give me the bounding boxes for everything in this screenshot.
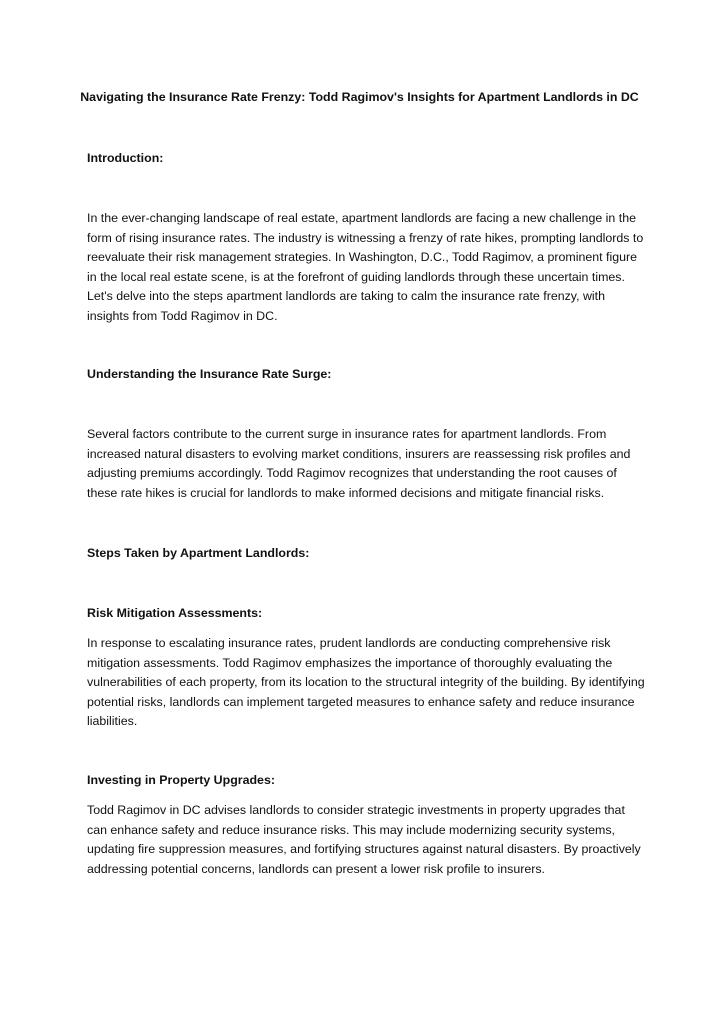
section-paragraph-introduction: In the ever-changing landscape of real estate, apartment landlords are facing a new challenge in the form of rising insurance rates. The industry is witnessing a frenzy of rate hikes, prompting landlords to reevaluate their risk management strategies. In Washington, D.C., Todd Ragimov, a prominent figure in the local real estate scene, is at the forefront of guiding landlords through these uncertain times. Let's delve into the steps apartment landlords are taking to calm the insurance rate frenzy, with insights from Todd Ragimov in DC. (87, 211, 644, 323)
section-paragraph-risk-mitigation: In response to escalating insurance rates, prudent landlords are conducting comprehensive risk mitigation assessments. Todd Ragimov emphasizes the importance of thoroughly evaluating the vulnerabilities of each property, from its location to the structural integrity of the building. By identifying potential risks, landlords can implement targeted measures to enhance safety and reduce insurance liabilities. (87, 636, 645, 728)
section-paragraph-rate-surge: Several factors contribute to the current surge in insurance rates for apartment landlords. From increased natural disasters to evolving market conditions, insurers are reassessing risk profiles and adjusting premiums accordingly. Todd Ragimov recognizes that understanding the root causes of these rate hikes is crucial for landlords to make informed decisions and mitigate financial risks. (87, 427, 631, 500)
document-title: Navigating the Insurance Rate Frenzy: Todd Ragimov's Insights for Apartment Landlords in DC (80, 90, 639, 104)
section-heading-introduction: Introduction: (87, 151, 164, 165)
section-heading-steps: Steps Taken by Apartment Landlords: (87, 546, 310, 560)
section-heading-risk-mitigation: Risk Mitigation Assessments: (87, 606, 263, 620)
section-heading-property-upgrades: Investing in Property Upgrades: (87, 773, 275, 787)
section-heading-rate-surge: Understanding the Insurance Rate Surge: (87, 367, 332, 381)
section-paragraph-property-upgrades: Todd Ragimov in DC advises landlords to consider strategic investments in property upgrades that can enhance safety and reduce insurance risks. This may include modernizing security systems, updating fire suppression measures, and fortifying structures against natural disasters. By proactively addressing potential concerns, landlords can present a lower risk profile to insurers. (87, 803, 641, 876)
